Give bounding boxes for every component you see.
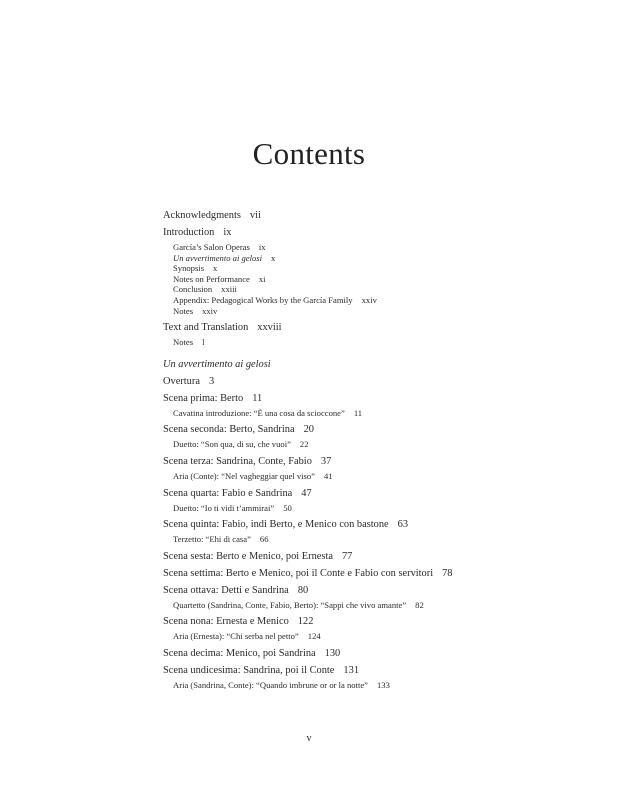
toc-entry-page: 122 [297,616,314,628]
toc-subentry [163,680,593,691]
toc-subentry [163,242,593,253]
toc-entry-title: Aria (Conte): “Nel vagheggiar quel viso” [173,470,315,481]
toc-subentry [163,274,593,285]
toc-entry-title: Scena seconda: Berto, Sandrina [163,424,295,436]
toc-entry [163,486,593,501]
toc-subentry [163,631,593,642]
toc-entry-page: 66 [259,534,269,545]
toc-entry [163,663,593,678]
toc-entry-page: xxiii [221,284,237,295]
toc-subentry [163,503,593,514]
toc-entry-page: x [271,252,276,263]
toc-entry-page: xxiv [202,305,218,316]
toc-entry [163,583,593,598]
toc-entry-title: Scena prima: Berto [163,392,244,404]
toc-entry-title: Terzetto: “Ehi di casa” [173,534,251,545]
toc-entry-title: Notes [173,337,194,348]
toc-entry-page: 124 [307,631,321,642]
toc-entry [163,517,593,532]
toc-entry-page: 78 [442,567,453,579]
toc-entry-title: Appendix: Pedagogical Works by the García Family [173,294,353,305]
page-number: v [306,733,312,744]
toc-subentry [163,439,593,450]
toc-entry-title: Scena settima: Berto e Menico, poi il Conte e Fabio con servitori [163,567,434,579]
toc-entry-title: Notes on Performance [173,273,250,284]
toc-subentry [163,263,593,274]
toc-entry-title: Aria (Sandrina, Conte): “Quando imbrune or or la notte” [173,679,368,690]
toc-subentry [163,337,593,348]
toc-entry-title: Scena ottava: Detti e Sandrina [163,584,289,596]
toc-entry-page: 11 [353,407,363,418]
toc-entry-page: 37 [320,455,332,467]
toc-subentry [163,534,593,545]
toc-entry-title: Cavatina introduzione: “È una cosa da scioccone” [173,407,345,418]
toc-subentry [163,408,593,419]
toc-entry-title: Scena quinta: Fabio, indi Berto, e Menico con bastone [163,519,389,531]
toc-entry-title: Overtura [163,375,200,387]
toc-entry-title: García’s Salon Operas [173,242,250,252]
toc-entry-page: ix [223,227,232,238]
toc-subentry [163,295,593,306]
toc-entry [163,566,593,581]
toc-entry-page: 131 [343,664,360,676]
toc-entry-title: Duetto: “Son qua, di su, che vuoi” [173,439,291,450]
toc-entry [163,454,593,469]
toc-entry [163,391,593,406]
toc-entry-page: 130 [324,647,341,659]
toc-entry-page: 47 [301,487,312,499]
toc-entry [163,320,593,335]
toc-entry-title: Scena quarta: Fabio e Sandrina [163,487,293,499]
toc-entry-title: Quartetto (Sandrina, Conte, Fabio, Berto): “Sappi che vivo amante” [173,599,407,610]
toc-entry-title: Scena decima: Menico, poi Sandrina [163,647,316,659]
toc-entry-page: vii [249,210,261,221]
toc-entry-title: Text and Translation [163,322,249,334]
toc-entry-title: Scena undicesima: Sandrina, poi il Conte [163,664,335,676]
toc-subentry [163,306,593,317]
toc-entry-title: Conclusion [173,284,213,295]
toc-entry-page: l [202,337,205,348]
toc-entry-page: 133 [376,679,390,690]
toc-entry-title: Duetto: “Io ti vidi t’ammirai” [173,502,275,513]
toc-subentry [163,600,593,611]
toc-entry [163,614,593,629]
toc-entry-page: xi [258,273,266,284]
toc-entry-page: xxviii [257,322,282,334]
table-of-contents [163,208,593,691]
toc-entry [163,357,593,372]
toc-entry-page: 80 [297,584,309,596]
toc-entry-title: Notes [173,305,194,316]
toc-entry-page: x [213,263,218,274]
toc-entry-page: 63 [397,519,409,531]
toc-entry [163,646,593,661]
toc-entry-page: 22 [299,439,309,450]
toc-entry-title: Scena sesta: Berto e Menico, poi Ernesta [163,550,333,562]
page-title: Contents [252,136,366,171]
toc-entry-title: Scena nona: Ernesta e Menico [163,616,289,628]
toc-entry [163,208,593,223]
toc-entry-page: 3 [208,375,215,387]
toc-entry-page: 11 [252,392,263,404]
toc-entry [163,422,593,437]
toc-entry [163,549,593,564]
toc-entry-title: Un avvertimento ai gelosi [173,252,263,263]
toc-entry-title: Scena terza: Sandrina, Conte, Fabio [163,455,312,467]
toc-entry-page: 50 [283,502,292,513]
toc-entry [163,225,593,240]
toc-subentry [163,284,593,295]
toc-entry-page: xxiv [361,294,377,305]
toc-entry-title: Acknowledgments [163,210,241,221]
toc-subentry [163,253,593,264]
toc-entry-page: ix [258,242,266,252]
toc-entry-page: 41 [324,470,333,481]
toc-entry-title: Aria (Ernesta): “Chi serba nel petto” [173,631,299,642]
toc-entry [163,374,593,389]
toc-subentry [163,471,593,482]
toc-entry-page: 20 [303,424,314,436]
toc-entry-title: Synopsis [173,263,205,274]
toc-entry-page: 77 [341,550,353,562]
toc-entry-title: Un avvertimento ai gelosi [163,358,271,370]
toc-entry-title: Introduction [163,227,215,238]
toc-entry-page: 82 [415,599,424,610]
